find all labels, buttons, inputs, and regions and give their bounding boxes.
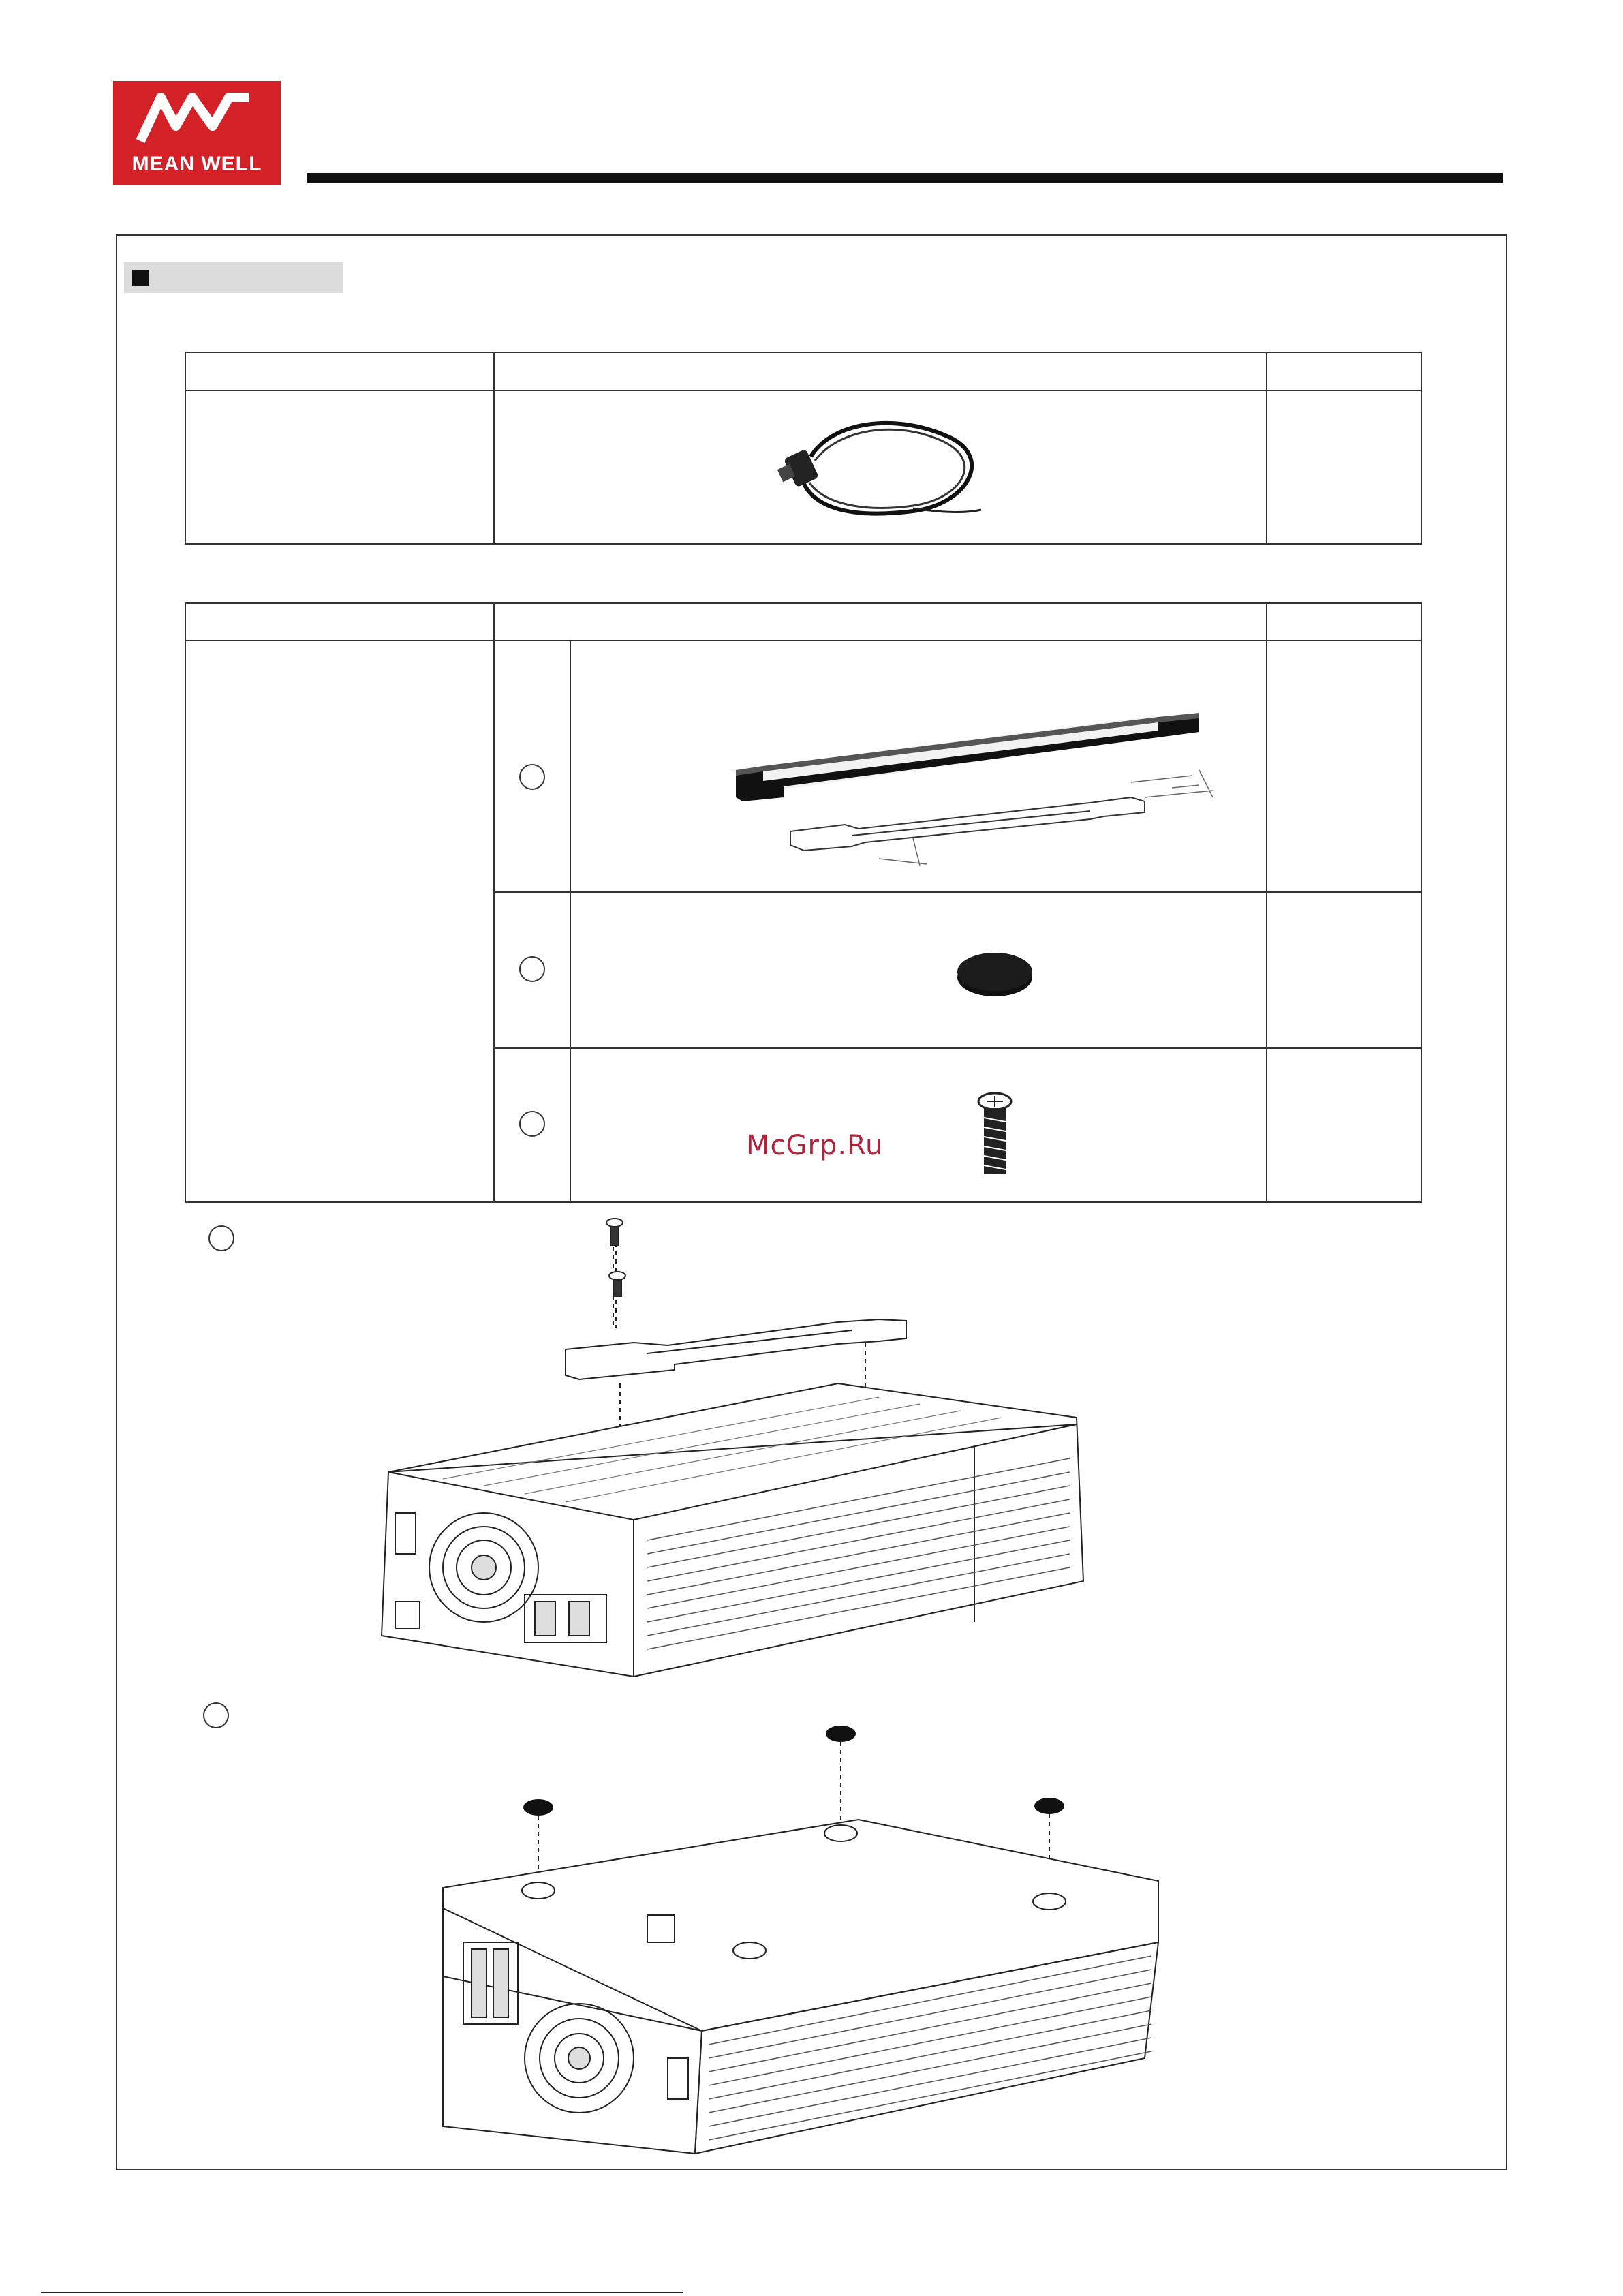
item-marker-3 — [519, 1111, 545, 1137]
step-marker-1 — [208, 1225, 234, 1251]
header-rule — [307, 173, 1503, 183]
watermark: McGrp.Ru — [746, 1130, 884, 1161]
section-bullet — [132, 270, 149, 286]
mounting-bracket-icon — [722, 702, 1213, 879]
inverter-unit-top-view — [361, 1213, 1111, 1704]
screw-icon — [974, 1090, 1015, 1179]
inverter-unit-bottom-view — [422, 1717, 1172, 2167]
item-marker-2 — [519, 956, 545, 982]
mean-well-logo — [113, 81, 281, 185]
rs232-cable-icon — [777, 416, 995, 532]
item-marker-1 — [519, 764, 545, 790]
logo-text: MEAN WELL — [132, 153, 262, 175]
section-tag — [124, 262, 343, 293]
rubber-foot-icon — [954, 946, 1036, 1000]
step-marker-2 — [203, 1702, 229, 1728]
footer-rule — [41, 2292, 683, 2293]
